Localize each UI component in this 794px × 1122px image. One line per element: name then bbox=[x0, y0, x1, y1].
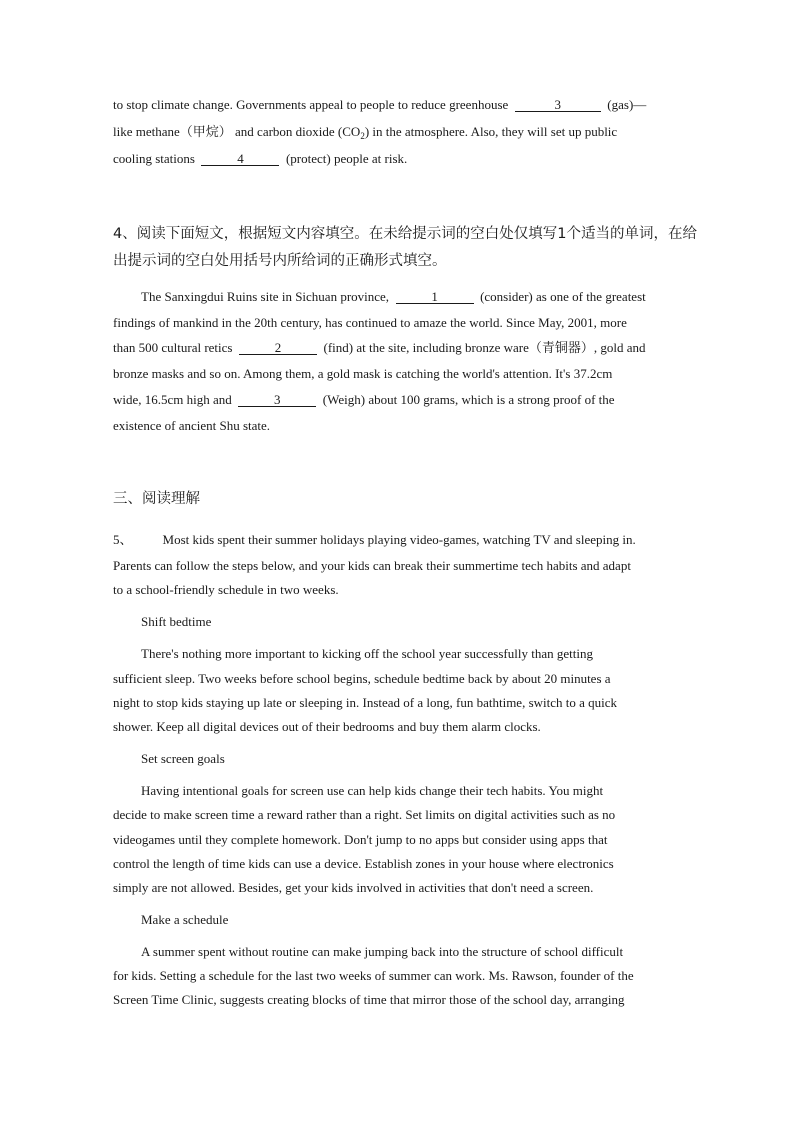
p1-line-4: shower. Keep all digital devices out of their bedrooms and buy them alarm clocks. bbox=[113, 719, 541, 734]
section-title: 三、阅读理解 bbox=[113, 491, 200, 507]
p1-line-2: sufficient sleep. Two weeks before school begins, schedule bedtime back by about 20 minutes a bbox=[113, 671, 611, 686]
subheading-shift-bedtime: Shift bedtime bbox=[141, 614, 212, 629]
subscript: 2 bbox=[360, 131, 365, 141]
blank-3[interactable]: 3 bbox=[515, 98, 601, 112]
q4-line-6: existence of ancient Shu state. bbox=[113, 418, 271, 433]
text: The Sanxingdui Ruins site in Sichuan province, bbox=[141, 289, 390, 304]
blank-3[interactable]: 3 bbox=[238, 393, 316, 407]
text: like methane（甲烷） and carbon dioxide (CO bbox=[113, 124, 361, 139]
p1-line-3: night to stop kids staying up late or sleeping in. Instead of a long, fun bathtime, switch to a quick bbox=[113, 695, 618, 710]
blank-2[interactable]: 2 bbox=[239, 341, 317, 355]
blank-1[interactable]: 1 bbox=[396, 290, 474, 304]
q4-instruction-line-1: 4、阅读下面短文，根据短文内容填空。在未给提示词的空白处仅填写1个适当的单词，在给 bbox=[113, 226, 697, 242]
p3-line-1: A summer spent without routine can make jumping back into the structure of school difficult bbox=[141, 944, 624, 959]
q5-line-2: Parents can follow the steps below, and your kids can break their summertime tech habits and adapt bbox=[113, 558, 631, 573]
q4-line-4: bronze masks and so on. Among them, a gold mask is catching the world's attention. It's 37.2cm bbox=[113, 366, 613, 381]
p2-line-1: Having intentional goals for screen use can help kids change their tech habits. You might bbox=[141, 783, 604, 798]
subheading-set-screen-goals: Set screen goals bbox=[141, 751, 225, 766]
p1-line-1: There's nothing more important to kicking off the school year successfully than getting bbox=[141, 646, 593, 661]
text: ) in the atmosphere. Also, they will set up public bbox=[364, 124, 618, 139]
text: wide, 16.5cm high and bbox=[113, 392, 232, 407]
q5-line-3: to a school-friendly schedule in two weeks. bbox=[113, 582, 339, 597]
text: (find) at the site, including bronze ware（青铜器）, gold and bbox=[323, 340, 646, 355]
text: to stop climate change. Governments appeal to people to reduce greenhouse bbox=[113, 97, 509, 112]
p3-line-3: Screen Time Clinic, suggests creating blocks of time that mirror those of the school day, arranging bbox=[113, 992, 625, 1007]
q4-line-5 bbox=[113, 392, 615, 408]
passage3-line-1 bbox=[113, 97, 646, 113]
text: Most kids spent their summer holidays playing video-games, watching TV and sleeping in. bbox=[162, 532, 636, 547]
p3-line-2: for kids. Setting a schedule for the last two weeks of summer can work. Ms. Rawson, founder of the bbox=[113, 968, 634, 983]
blank-4[interactable]: 4 bbox=[201, 152, 279, 166]
question-number: 5、 bbox=[113, 532, 133, 547]
q4-line-2: findings of mankind in the 20th century, has continued to amaze the world. Since May, 2001, more bbox=[113, 315, 627, 330]
p2-line-4: control the length of time kids can use a device. Establish zones in your house where electronics bbox=[113, 856, 614, 871]
p2-line-2: decide to make screen time a reward rather than a right. Set limits on digital activities such as no bbox=[113, 807, 616, 822]
text: (consider) as one of the greatest bbox=[480, 289, 646, 304]
text: (gas)— bbox=[607, 97, 647, 112]
text: cooling stations bbox=[113, 151, 195, 166]
text: (protect) people at risk. bbox=[285, 151, 408, 166]
text: than 500 cultural retics bbox=[113, 340, 233, 355]
passage3-line-3 bbox=[113, 151, 407, 167]
p2-line-5: simply are not allowed. Besides, get your kids involved in activities that don't need a screen. bbox=[113, 880, 594, 895]
subheading-make-a-schedule: Make a schedule bbox=[141, 912, 229, 927]
p2-line-3: videogames until they complete homework. Don't jump to no apps but consider using apps that bbox=[113, 832, 608, 847]
q4-line-3 bbox=[113, 340, 646, 356]
q4-line-1 bbox=[141, 289, 646, 305]
text: (Weigh) about 100 grams, which is a strong proof of the bbox=[322, 392, 615, 407]
q5-line-1 bbox=[113, 532, 636, 548]
q4-instruction-line-2: 出提示词的空白处用括号内所给词的正确形式填空。 bbox=[113, 253, 447, 269]
passage3-line-2 bbox=[113, 124, 617, 144]
